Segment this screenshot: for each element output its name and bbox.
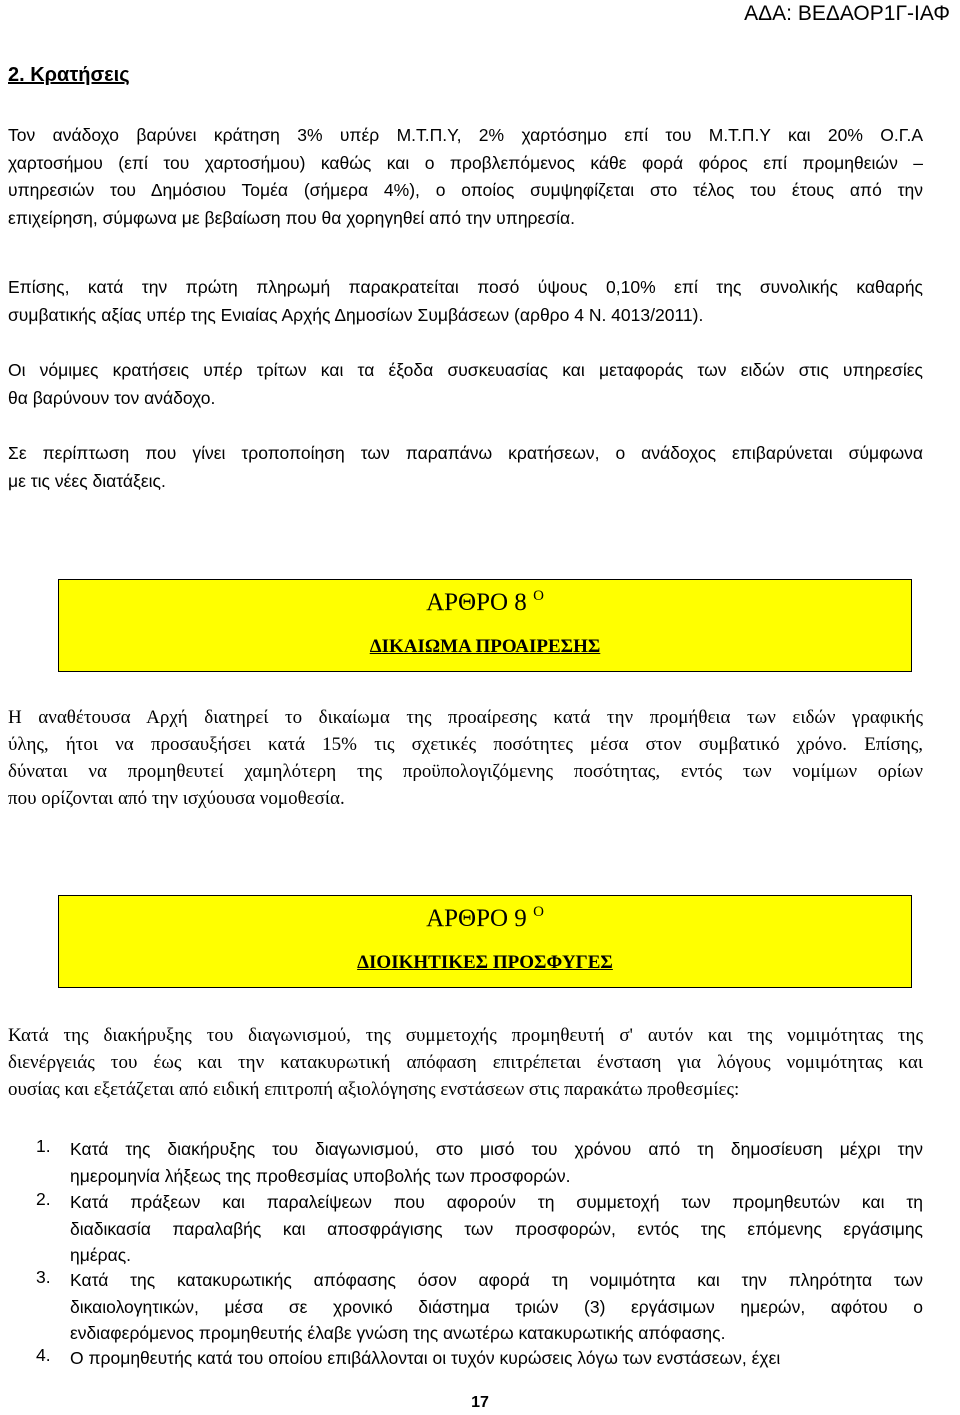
- text-line: ουσίας και εξετάζεται από ειδική επιτροπή αξιολόγησης ενστάσεων στις παρακάτω προθεσμίες:: [8, 1079, 740, 1100]
- article-8-title: ΑΡΘΡΟ 8 $^O$: [426, 588, 544, 616]
- text-line: ημερομηνία λήξεως της προθεσμίας υποβολής των προσφορών.: [70, 1165, 571, 1186]
- text-line: ύλης, ήτοι να προσαυξήσει κατά 15% τις σχετικές ποσότητες μέσα στον συμβατικό χρόνο. Επίσης,: [8, 734, 923, 755]
- list-number: 4.: [36, 1345, 51, 1365]
- text-line: διαδικασία παραλαβής και αποσφράγισης των προσφορών, εντός της επόμενης εργάσιμης: [70, 1218, 923, 1239]
- text-line: Κατά πράξεων και παραλείψεων που αφορούν τη συμμετοχή των προμηθευτών και τη: [70, 1192, 923, 1212]
- page-number: 17: [471, 1394, 489, 1411]
- text-line: που ορίζονται από την ισχύουσα νομοθεσία.: [8, 788, 345, 809]
- paragraph-third-party: [8, 357, 923, 412]
- text-line: Οι νόμιμες κρατήσεις υπέρ τρίτων και τα έξοδα συσκευασίας και μεταφοράς των ειδών στις υπηρεσίες: [8, 360, 923, 380]
- text-line: υπηρεσιών του Δημόσιου Τομέα (σήμερα 4%), ο οποίος συμψηφίζεται στο τέλος του έτους από την: [8, 180, 923, 200]
- text-line: Κατά της κατακυρωτικής απόφασης όσον αφορά τη νομιμότητα και την πληρότητα των: [70, 1270, 923, 1290]
- list-number: 1.: [36, 1136, 51, 1156]
- text-line: συμβατικής αξίας υπέρ της Ενιαίας Αρχής Δημοσίων Συμβάσεων (αρθρο 4 Ν. 4013/2011).: [8, 304, 704, 325]
- ada-code: ΑΔΑ: ΒΕΔΑΟΡ1Γ-ΙΑΦ: [744, 2, 950, 25]
- text-line: Κατά της διακήρυξης του διαγωνισμού, στο μισό του χρόνου από τη δημοσίευση μέχρι την: [70, 1139, 923, 1159]
- text-line: Επίσης, κατά την πρώτη πληρωμή παρακρατείται ποσό ύψους 0,10% επί της συνολικής καθαρής: [8, 277, 923, 297]
- text-line: διενέργειάς του έως και την κατακυρωτική απόφαση επιτρέπεται ένσταση για λόγους νομιμότητας και: [8, 1052, 923, 1073]
- article-8-heading-box: [58, 579, 912, 672]
- list-text: [70, 1267, 923, 1347]
- text-line: επιχείρηση, σύμφωνα με βεβαίωση που θα χορηγηθεί από την υπηρεσία.: [8, 207, 575, 228]
- list-text: [70, 1136, 923, 1189]
- article-8-body: [8, 704, 923, 812]
- list-text: [70, 1189, 923, 1269]
- text-line: ημέρας.: [70, 1245, 131, 1265]
- article-9-title: ΑΡΘΡΟ 9 $^O$: [426, 904, 544, 932]
- list-text: [70, 1345, 923, 1372]
- paragraph-eaads: [8, 274, 923, 329]
- article-9-heading-box: [58, 895, 912, 988]
- text-line: Η αναθέτουσα Αρχή διατηρεί το δικαίωμα της προαίρεσης κατά την προμήθεια των ειδών γραφικής: [8, 707, 923, 728]
- paragraph-modification: [8, 440, 923, 495]
- section-title: 2. Κρατήσεις: [8, 64, 130, 86]
- text-line: χαρτοσήμου (επί του χαρτοσήμου) καθώς και ο προβλεπόμενος κάθε φορά φόρος επί προμηθειών –: [8, 152, 923, 173]
- list-number: 3.: [36, 1267, 51, 1287]
- text-line: με τις νέες διατάξεις.: [8, 470, 166, 491]
- text-line: Κατά της διακήρυξης του διαγωνισμού, της συμμετοχής προμηθευτή σ' αυτόν και της νομιμότητας της: [8, 1025, 923, 1046]
- article-9-body: [8, 1022, 923, 1103]
- text-line: Σε περίπτωση που γίνει τροποποίηση των παραπάνω κρατήσεων, ο ανάδοχος επιβαρύνεται σύμφωνα: [8, 443, 923, 463]
- paragraph-fees: [8, 122, 923, 232]
- text-line: Τον ανάδοχο βαρύνει κράτηση 3% υπέρ Μ.Τ.Π.Υ, 2% χαρτόσημο επί του Μ.Τ.Π.Υ και 20% Ο.Γ.Α: [8, 125, 923, 145]
- list-number: 2.: [36, 1189, 51, 1209]
- text-line: θα βαρύνουν τον ανάδοχο.: [8, 387, 216, 408]
- text-line: ενδιαφερόμενος προμηθευτής έλαβε γνώση της ανωτέρω κατακυρωτικής απόφασης.: [70, 1323, 726, 1343]
- text-line: Ο προμηθευτής κατά του οποίου επιβάλλονται οι τυχόν κυρώσεις λόγω των ενστάσεων, έχει: [70, 1348, 781, 1368]
- article-9-subtitle: ΔΙΟΙΚΗΤΙΚΕΣ ΠΡΟΣΦΥΓΕΣ: [357, 952, 613, 973]
- article-8-subtitle: ΔΙΚΑΙΩΜΑ ΠΡΟΑΙΡΕΣΗΣ: [369, 636, 601, 657]
- text-line: δύναται να προμηθευτεί χαμηλότερη της προϋπολογιζόμενης ποσότητας, εντός των νομίμων ορίων: [8, 761, 923, 782]
- text-line: δικαιολογητικών, μέσα σε χρονικό διάστημα τριών (3) εργάσιμων ημερών, αφότου ο: [70, 1296, 923, 1317]
